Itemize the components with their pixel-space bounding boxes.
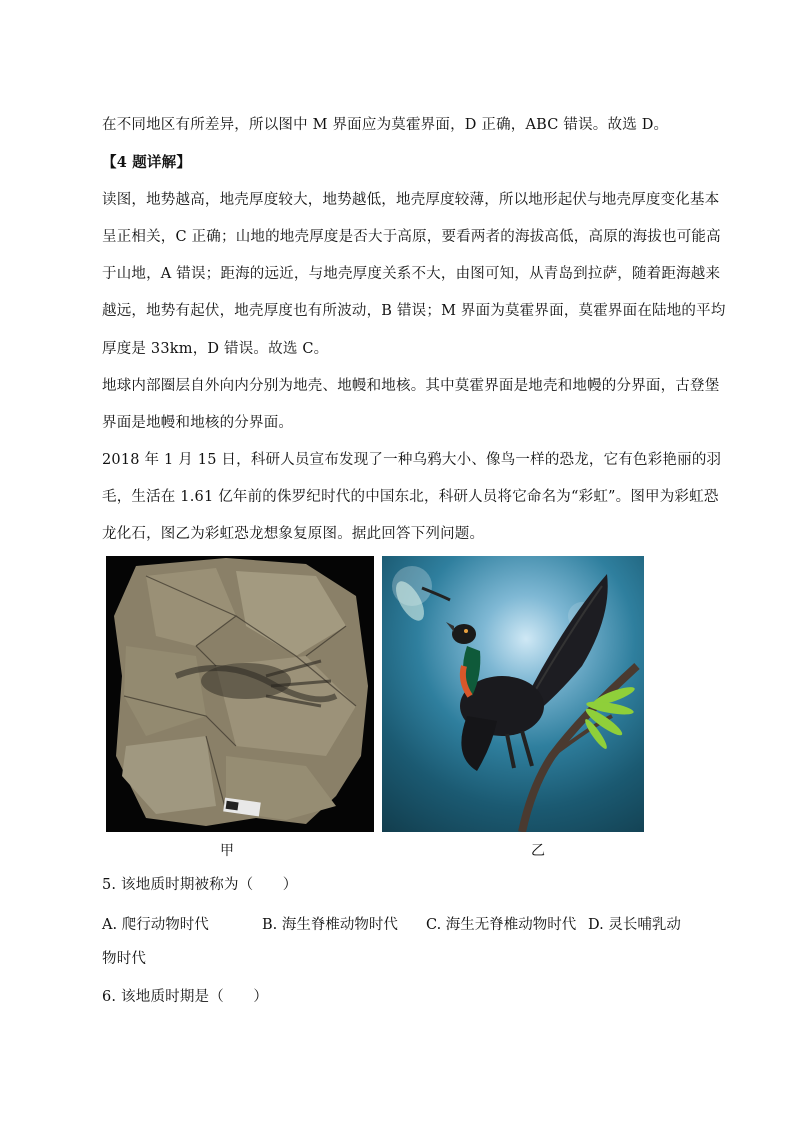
dinosaur-reconstruction-image — [382, 556, 644, 832]
text-line-4: 呈正相关，C 正确；山地的地壳厚度是否大于高原，要看两者的海拔高低，高原的海拔也可能高 — [102, 229, 721, 245]
text-line-11: 毛，生活在 1.61 亿年前的侏罗纪时代的中国东北，科研人员将它命名为“彩虹”。图甲为彩虹恐 — [102, 489, 719, 505]
text-line-8: 地球内部圈层自外向内分别为地壳、地幔和地核。其中莫霍界面是地壳和地幔的分界面，古登堡 — [102, 378, 720, 394]
question-5-stem: 5. 该地质时期被称为（ ） — [102, 877, 298, 893]
text-line-10: 2018 年 1 月 15 日，科研人员宣布发现了一种乌鸦大小、像鸟一样的恐龙，它有色彩艳丽的羽 — [102, 452, 722, 468]
figure-caption-jia: 甲 — [220, 843, 234, 859]
q5-option-d-wrap: 物时代 — [102, 951, 147, 967]
q5-option-c: C. 海生无脊椎动物时代 — [426, 917, 577, 933]
question-6-stem: 6. 该地质时期是（ ） — [102, 989, 269, 1005]
q5-option-a: A. 爬行动物时代 — [102, 917, 209, 933]
text-line-6: 越远，地势有起伏，地壳厚度也有所波动，B 错误；M 界面为莫霍界面，莫霍界面在陆地的平均 — [102, 303, 726, 319]
text-line-9: 界面是地幔和地核的分界面。 — [102, 415, 294, 431]
figure-caption-yi: 乙 — [531, 843, 545, 859]
text-line-5: 于山地，A 错误；距海的远近，与地壳厚度关系不大，由图可知，从青岛到拉萨，随着距海越来 — [102, 266, 721, 282]
text-line-3: 读图，地势越高，地壳厚度较大，地势越低，地壳厚度较薄，所以地形起伏与地壳厚度变化基本 — [102, 192, 720, 208]
text-line-1: 在不同地区有所差异，所以图中 M 界面应为莫霍界面，D 正确，ABC 错误。故选 D。 — [102, 117, 669, 133]
section-heading-q4: 【4 题详解】 — [102, 154, 192, 171]
text-line-7: 厚度是 33km，D 错误。故选 C。 — [102, 341, 329, 357]
q5-option-d: D. 灵长哺乳动 — [588, 917, 681, 933]
fossil-image — [106, 556, 374, 832]
q5-option-b: B. 海生脊椎动物时代 — [262, 917, 398, 933]
text-line-12: 龙化石，图乙为彩虹恐龙想象复原图。据此回答下列问题。 — [102, 526, 485, 542]
